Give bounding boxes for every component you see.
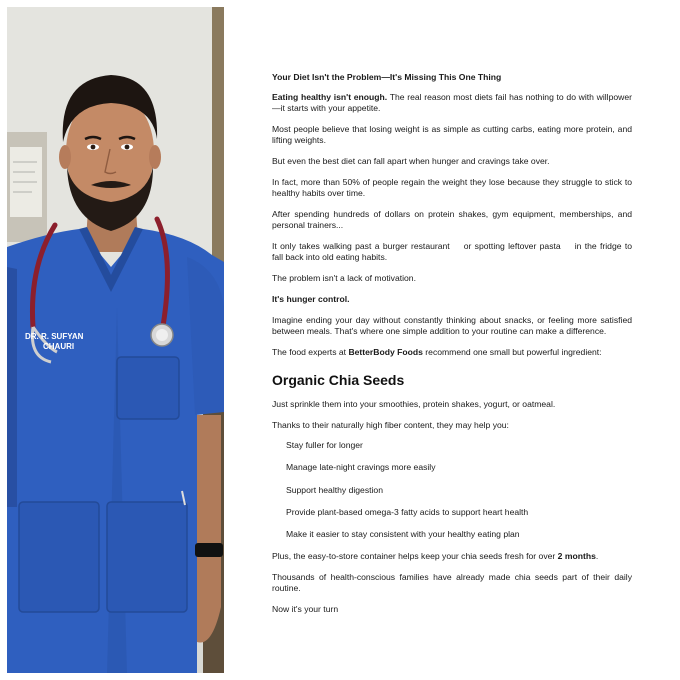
imagine-paragraph: Imagine ending your day without constantly thinking about snacks, or feeling more satisfied between meals. That's where one simple addition to your routine can make a difference. — [272, 314, 632, 336]
badge-name: R. SUFYAN — [41, 332, 84, 341]
plus-text-1: Plus, the easy-to-store container helps keep your chia seeds fresh for over — [272, 550, 558, 561]
walking-text-1: It only takes walking past a burger restaurant — [272, 241, 450, 251]
problem-paragraph: The problem isn't a lack of motivation. — [272, 273, 416, 283]
brand-name: BetterBody Foods — [348, 346, 423, 357]
belief-paragraph: Most people believe that losing weight is as simple as cutting carbs, eating more protein, and lifting weights. — [272, 124, 632, 146]
your-turn-paragraph: Now it's your turn — [272, 603, 339, 614]
experts-text-1: The food experts at — [272, 346, 349, 357]
experts-text-2: recommend one small but powerful ingredient: — [422, 346, 602, 357]
experts-paragraph — [272, 347, 632, 358]
benefit-item: Stay fuller for longer — [286, 440, 363, 451]
badge-prefix: DR. — [25, 332, 39, 341]
walking-paragraph — [272, 241, 632, 263]
fact-paragraph: In fact, more than 50% of people regain the weight they lose because they struggle to stick to healthy habits over time. — [272, 177, 632, 199]
hunger-paragraph: It's hunger control. — [272, 293, 350, 304]
benefits-list — [272, 440, 632, 540]
benefit-item: Make it easier to stay consistent with your healthy eating plan — [286, 528, 520, 539]
benefit-item: Manage late-night cravings more easily — [286, 462, 436, 473]
intro-lead: Eating healthy isn't enough. — [272, 92, 388, 103]
article-headline: Your Diet Isn't the Problem—It's Missing This One Thing — [272, 72, 502, 82]
article — [272, 72, 632, 624]
plus-text-2: . — [595, 550, 599, 561]
thanks-paragraph: Thanks to their naturally high fiber content, they may help you: — [272, 419, 509, 430]
thousands-paragraph: Thousands of health-conscious families have already made chia seeds part of their daily routine. — [272, 571, 632, 593]
badge-surname: CHAURI — [43, 342, 75, 351]
product-heading: Organic Chia Seeds — [272, 371, 405, 388]
intro-rest: The real reason most diets fail has nothing to do with willpower—it starts with your appetite. — [272, 92, 632, 114]
benefit-item: Provide plant-based omega-3 fatty acids to support heart health — [286, 506, 529, 517]
sprinkle-paragraph: Just sprinkle them into your smoothies, protein shakes, yogurt, or oatmeal. — [272, 398, 556, 409]
walking-text-2: or spotting leftover pasta — [463, 241, 561, 251]
freshness-duration: 2 months — [557, 550, 596, 561]
intro-paragraph — [272, 92, 632, 114]
benefit-item: Support healthy digestion — [286, 484, 383, 495]
walking-text-3: in the fridge to fall back into old eating habits. — [272, 241, 633, 263]
spending-paragraph: After spending hundreds of dollars on protein shakes, gym equipment, memberships, and personal trainers... — [272, 209, 632, 231]
best-diet-paragraph: But even the best diet can fall apart when hunger and cravings take over. — [272, 156, 550, 167]
plus-paragraph — [272, 551, 632, 562]
doctor-photo — [7, 7, 224, 673]
